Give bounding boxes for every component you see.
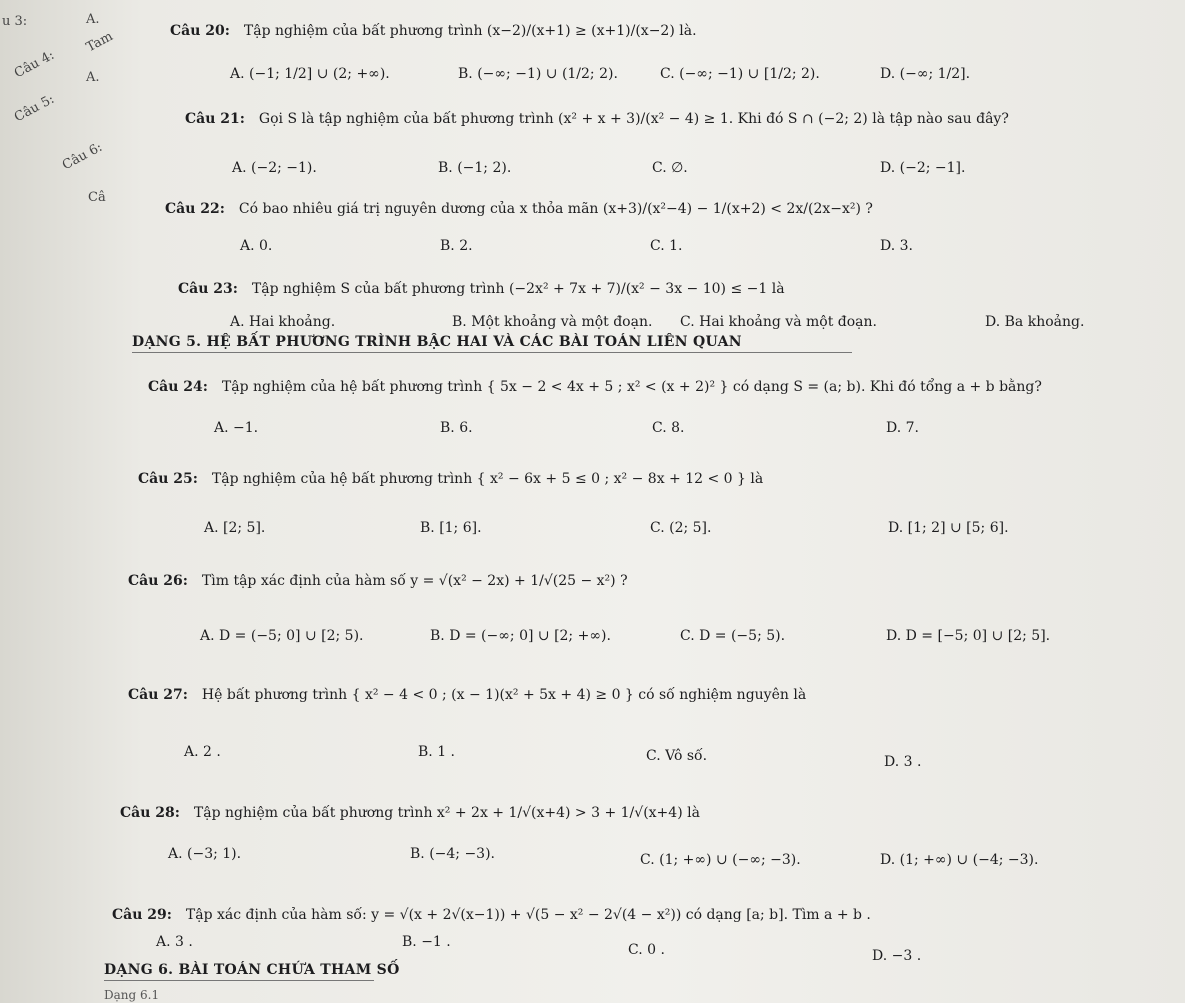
option-b: B. Một khoảng và một đoạn.	[452, 314, 653, 330]
option-a: A. [2; 5].	[204, 520, 266, 536]
option-b: B. (−∞; −1) ∪ (1/2; 2).	[458, 66, 618, 82]
question-text: Hệ bất phương trình { x² − 4 < 0 ; (x − 1)(x² + 5x + 4) ≥ 0 } có số nghiệm nguyên là	[201, 687, 807, 703]
question-text: Tìm tập xác định của hàm số y = √(x² − 2x) + 1/√(25 − x²) ?	[201, 573, 628, 589]
option-c: C. 8.	[652, 420, 685, 436]
option-b: B. (−4; −3).	[410, 846, 496, 862]
option-a: A. (−2; −1).	[232, 160, 317, 176]
section-heading: DẠNG 6. BÀI TOÁN CHỨA THAM SỐ	[104, 962, 400, 978]
option-a: A. 0.	[240, 238, 273, 254]
option-d: D. (1; +∞) ∪ (−4; −3).	[880, 852, 1039, 868]
option-a: A. −1.	[214, 420, 259, 436]
option-a: A. 3 .	[156, 934, 193, 950]
question-28	[120, 804, 700, 822]
option-c: C. 0 .	[628, 942, 665, 958]
option-d: D. (−∞; 1/2].	[880, 66, 971, 82]
question-text: Tập nghiệm của bất phương trình (x−2)/(x+1) ≥ (x+1)/(x−2) là.	[243, 23, 697, 39]
margin-note: Tam	[84, 28, 116, 56]
option-a: A. (−1; 1/2] ∪ (2; +∞).	[230, 66, 390, 82]
option-c: C. (2; 5].	[650, 520, 712, 536]
option-b: B. [1; 6].	[420, 520, 482, 536]
margin-note: A.	[86, 12, 100, 27]
question-22	[165, 200, 873, 218]
option-c: C. ∅.	[652, 160, 688, 176]
option-d: D. 3 .	[884, 754, 922, 770]
question-text: Tập nghiệm của hệ bất phương trình { 5x − 2 < 4x + 5 ; x² < (x + 2)² } có dạng S = (a; b). Khi đó tổng a + b bằng?	[221, 379, 1042, 395]
option-c: C. D = (−5; 5).	[680, 628, 786, 644]
option-b: B. D = (−∞; 0] ∪ [2; +∞).	[430, 628, 611, 644]
option-c: C. (−∞; −1) ∪ [1/2; 2).	[660, 66, 820, 82]
question-label: Câu 25:	[138, 471, 198, 487]
option-c: C. Hai khoảng và một đoạn.	[680, 314, 877, 330]
option-c: C. 1.	[650, 238, 683, 254]
option-c: C. Vô số.	[646, 748, 708, 764]
option-a: A. D = (−5; 0] ∪ [2; 5).	[200, 628, 364, 644]
question-29	[112, 906, 871, 924]
question-label: Câu 20:	[170, 23, 230, 39]
question-text: Có bao nhiêu giá trị nguyên dương của x thỏa mãn (x+3)/(x²−4) − 1/(x+2) < 2x/(2x−x²) ?	[238, 201, 873, 217]
option-d: D. −3 .	[872, 948, 922, 964]
option-b: B. 6.	[440, 420, 473, 436]
margin-note: u 3:	[2, 14, 28, 29]
question-label: Câu 26:	[128, 573, 188, 589]
section-heading: DẠNG 5. HỆ BẤT PHƯƠNG TRÌNH BẬC HAI VÀ CÁC BÀI TOÁN LIÊN QUAN	[132, 334, 742, 350]
section-underline	[104, 980, 374, 981]
question-label: Câu 23:	[178, 281, 238, 297]
question-20	[170, 22, 697, 40]
option-d: D. (−2; −1].	[880, 160, 966, 176]
option-a: A. 2 .	[184, 744, 221, 760]
question-text: Tập nghiệm S của bất phương trình (−2x² + 7x + 7)/(x² − 3x − 10) ≤ −1 là	[251, 281, 785, 297]
question-label: Câu 24:	[148, 379, 208, 395]
option-b: B. −1 .	[402, 934, 451, 950]
margin-note: Câu 6:	[60, 139, 105, 174]
option-b: B. 2.	[440, 238, 473, 254]
question-text: Tập xác định của hàm số: y = √(x + 2√(x−1)) + √(5 − x² − 2√(4 − x²)) có dạng [a; b]. Tìm a + b .	[185, 907, 871, 923]
option-d: D. 7.	[886, 420, 919, 436]
option-a: A. Hai khoảng.	[230, 314, 336, 330]
question-label: Câu 28:	[120, 805, 180, 821]
question-24	[148, 378, 1042, 396]
question-label: Câu 21:	[185, 111, 245, 127]
question-label: Câu 29:	[112, 907, 172, 923]
option-c: C. (1; +∞) ∪ (−∞; −3).	[640, 852, 801, 868]
option-d: D. 3.	[880, 238, 913, 254]
question-label: Câu 22:	[165, 201, 225, 217]
question-text: Tập nghiệm của hệ bất phương trình { x² − 6x + 5 ≤ 0 ; x² − 8x + 12 < 0 } là	[211, 471, 764, 487]
margin-note: Câu 4:	[12, 47, 57, 82]
question-text: Tập nghiệm của bất phương trình x² + 2x + 1/√(x+4) > 3 + 1/√(x+4) là	[193, 805, 700, 821]
option-b: B. 1 .	[418, 744, 455, 760]
question-26	[128, 572, 628, 590]
section-underline	[132, 352, 852, 353]
option-d: D. Ba khoảng.	[985, 314, 1085, 330]
subsection-heading: Dạng 6.1	[104, 988, 160, 1002]
margin-note: Câu 5:	[12, 91, 57, 126]
option-b: B. (−1; 2).	[438, 160, 512, 176]
question-21	[185, 110, 1009, 128]
option-d: D. D = [−5; 0] ∪ [2; 5].	[886, 628, 1051, 644]
question-text: Gọi S là tập nghiệm của bất phương trình (x² + x + 3)/(x² − 4) ≥ 1. Khi đó S ∩ (−2; 2) là tập nào sau đây?	[258, 111, 1009, 127]
question-23	[178, 280, 785, 298]
margin-note: A.	[86, 70, 100, 85]
question-label: Câu 27:	[128, 687, 188, 703]
option-a: A. (−3; 1).	[168, 846, 242, 862]
option-d: D. [1; 2] ∪ [5; 6].	[888, 520, 1009, 536]
question-27	[128, 686, 806, 704]
question-25	[138, 470, 763, 488]
margin-note: Câ	[88, 190, 106, 205]
